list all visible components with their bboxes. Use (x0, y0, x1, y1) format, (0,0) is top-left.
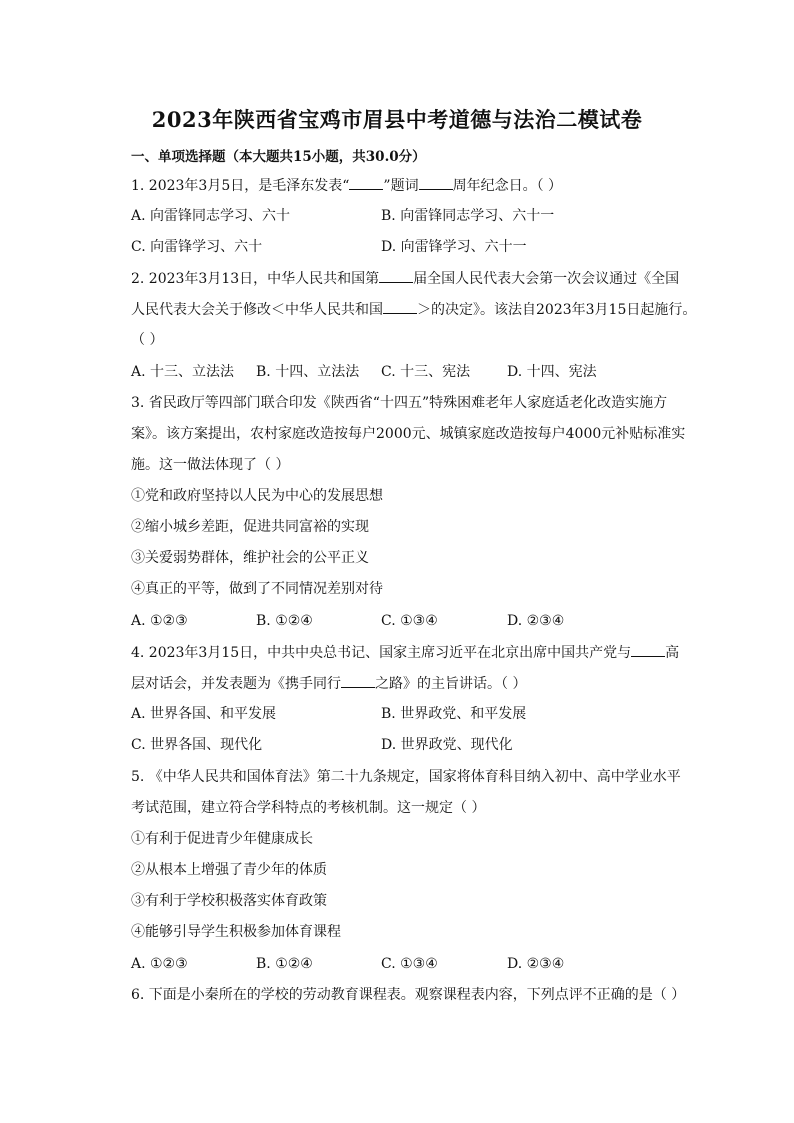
answer-blank (379, 268, 413, 283)
option-a: A. 世界各国、和平发展 (131, 706, 277, 722)
option-b: B. 世界政党、和平发展 (381, 706, 527, 722)
question-2-stem-line-3: （ ） (131, 332, 164, 348)
option-c: C. 世界各国、现代化 (131, 737, 263, 753)
option-c: C. 十三、宪法 (381, 364, 471, 380)
option-d: D. ②③④ (507, 613, 565, 629)
option-a: A. 十三、立法法 (131, 364, 235, 380)
answer-blank (349, 175, 383, 190)
option-b: B. 十四、立法法 (256, 364, 360, 380)
question-2-stem-line-1: 2. 2023年3月13日，中华人民共和国第 届全国人民代表大会第一次会议通过《全国 (131, 268, 679, 289)
question-5-statement-4: ④能够引导学生积极参加体育课程 (131, 924, 341, 940)
question-5-stem-line-2: 考试范围，建立符合学科特点的考核机制。这一规定（ ） (131, 800, 486, 816)
question-3-statement-2: ②缩小城乡差距，促进共同富裕的实现 (131, 519, 369, 535)
question-3-statement-4: ④真正的平等，做到了不同情况差别对待 (131, 581, 383, 597)
question-4-stem-line-2: 层对话会，并发表题为《携手同行 之路》的主旨讲话。（ ） (131, 673, 526, 694)
option-d: D. 世界政党、现代化 (381, 737, 513, 753)
option-a: A. 向雷锋同志学习、六十 (131, 208, 291, 224)
question-3-stem-line-1: 3. 省民政厅等四部门联合印发《陕西省“十四五”特殊困难老年人家庭适老化改造实施方 (131, 395, 668, 411)
section-heading: 一、单项选择题（本大题共15小题，共30.0分） (131, 149, 426, 165)
option-d: D. 十四、宪法 (507, 364, 597, 380)
answer-blank (341, 673, 375, 688)
question-3-stem-line-2: 案》。该方案提出，农村家庭改造按每户2000元、城镇家庭改造按每户4000元补贴标准实 (131, 426, 686, 442)
question-6-stem: 6. 下面是小秦所在的学校的劳动教育课程表。观察课程表内容，下列点评不正确的是（ ） (131, 987, 686, 1003)
option-c: C. ①③④ (381, 613, 438, 629)
option-b: B. 向雷锋同志学习、六十一 (381, 208, 555, 224)
question-1-stem: 1. 2023年3月5日，是毛泽东发表“ ”题词 周年纪念日。（ ） (131, 175, 562, 196)
question-3-statement-1: ①党和政府坚持以人民为中心的发展思想 (131, 488, 383, 504)
question-2-stem-line-2: 人民代表大会关于修改＜中华人民共和国 ＞的决定》。该法自2023年3月15日起施行。 (131, 299, 696, 320)
option-c: C. ①③④ (381, 956, 438, 972)
question-3-statement-3: ③关爱弱势群体，维护社会的公平正义 (131, 550, 369, 566)
option-d: D. 向雷锋学习、六十一 (381, 239, 527, 255)
question-5-stem-line-1: 5. 《中华人民共和国体育法》第二十九条规定，国家将体育科目纳入初中、高中学业水平 (131, 769, 681, 785)
option-c: C. 向雷锋学习、六十 (131, 239, 263, 255)
question-4-stem-line-1: 4. 2023年3月15日，中共中央总书记、国家主席习近平在北京出席中国共产党与 高 (131, 642, 679, 663)
option-b: B. ①②④ (256, 613, 313, 629)
question-5-statement-3: ③有利于学校积极落实体育政策 (131, 893, 327, 909)
option-a: A. ①②③ (131, 613, 188, 629)
answer-blank (631, 642, 665, 657)
option-b: B. ①②④ (256, 956, 313, 972)
question-5-statement-2: ②从根本上增强了青少年的体质 (131, 862, 327, 878)
question-5-statement-1: ①有利于促进青少年健康成长 (131, 831, 313, 847)
exam-title: 2023年陕西省宝鸡市眉县中考道德与法治二模试卷 (151, 107, 643, 132)
answer-blank (383, 299, 417, 314)
question-3-stem-line-3: 施。这一做法体现了（ ） (131, 457, 290, 473)
option-d: D. ②③④ (507, 956, 565, 972)
answer-blank (419, 175, 453, 190)
option-a: A. ①②③ (131, 956, 188, 972)
